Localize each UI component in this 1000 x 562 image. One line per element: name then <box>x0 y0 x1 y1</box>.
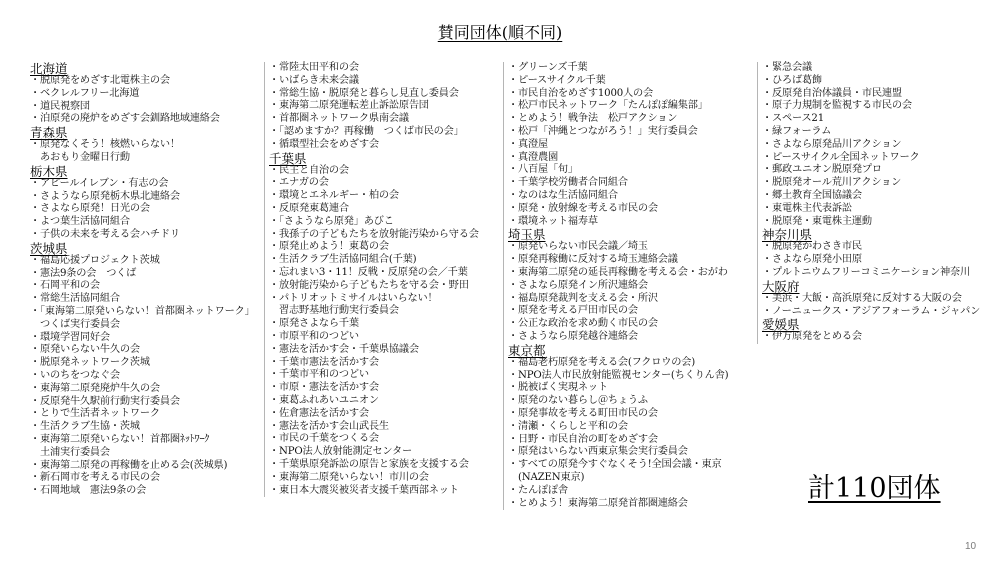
organization-continuation: 習志野基地行動実行委員会 <box>279 305 399 317</box>
organization-item: ・さよなら原発イン所沢連絡会 <box>508 279 648 291</box>
region-heading: 栃木県 <box>30 163 68 179</box>
organization-item: ・生活クラブ生活協同組合(千葉) <box>269 254 417 266</box>
organization-item: ・脱原発オール荒川アクション <box>762 177 902 189</box>
region-heading: 愛媛県 <box>762 317 800 333</box>
organization-item: ・道民視察団 <box>30 100 90 112</box>
organization-item: ・東海第二原発の再稼働を止める会(茨城県) <box>30 459 228 471</box>
organization-item: ・ピースサイクル千葉 <box>508 74 606 86</box>
organization-item: ・とりで生活者ネットワーク <box>30 408 160 420</box>
organization-item: ・脱原発・東電株主運動 <box>762 215 872 227</box>
organization-item: ・ベクレルフリー北海道 <box>30 87 140 99</box>
organization-item: ・八百屋「旬」 <box>508 164 578 176</box>
organization-item: ・とめよう！東海第二原発首都圏連絡会 <box>508 497 688 509</box>
organization-item: ・常総生協・脱原発と暮らし見直し委員会 <box>269 87 459 99</box>
organization-item: ・佐倉憲法を活かす会 <box>269 407 369 419</box>
organization-item: ・千葉市憲法を活かす会 <box>269 356 379 368</box>
region-heading: 千葉県 <box>269 150 307 166</box>
organization-item: ・放射能汚染から子どもたちを守る会・野田 <box>269 279 469 291</box>
column-1 <box>26 62 255 498</box>
organization-item: ・原発事故を考える町田市民の会 <box>508 407 658 419</box>
organization-item: ・常総生活協同組合 <box>30 293 120 305</box>
organization-item: ・東海第二原発廃炉牛久の会 <box>30 382 160 394</box>
region-heading: 茨城県 <box>30 240 68 256</box>
organization-item: ・さよなら原発小田原 <box>762 254 862 266</box>
organization-item: ・よつ葉生活協同組合 <box>30 216 130 228</box>
organization-item: ・石岡地域 憲法9条の会 <box>30 485 147 497</box>
organization-item: ・環境とエネルギー・柏の会 <box>269 190 399 202</box>
region-heading: 神奈川県 <box>762 227 813 243</box>
region-heading: 大阪府 <box>762 278 800 294</box>
organization-item: ・常陸太田平和の会 <box>269 62 359 73</box>
organization-item: ・東海第二原発運転差止訴訟原告団 <box>269 100 429 112</box>
organization-item: ・千葉市平和のつどい <box>269 369 369 381</box>
organization-item: ・反原発自治体議員・市民連盟 <box>762 87 902 99</box>
organization-item: ・反原発牛久駅前行動実行委員会 <box>30 395 180 407</box>
organization-item: ・千葉県原発訴訟の原告と家族を支援する会 <box>269 458 469 470</box>
organization-item: ・東電株主代表訴訟 <box>762 202 852 214</box>
organization-item: ・原子力規制を監視する市民の会 <box>762 100 912 112</box>
organization-item: ・公正な政治を求め動く市民の会 <box>508 318 658 330</box>
organization-item: ・環境ネット福寿草 <box>508 215 598 227</box>
organization-item: ・民主と自治の会 <box>269 164 349 176</box>
organization-item: ・市民の千葉をつくる会 <box>269 433 379 445</box>
organization-item: ・すべての原発今すぐなくそう!全国会議・東京 <box>508 459 722 471</box>
organization-item: ・「認めますか？再稼働 つくば市民の会」 <box>269 125 464 137</box>
organization-item: ・環境学習同好会 <box>30 331 110 343</box>
organization-item: ・郵政ユニオン脱原発プロ <box>762 164 882 176</box>
region-heading: 青森県 <box>30 125 68 141</box>
organization-item: ・石岡平和の会 <box>30 280 100 292</box>
organization-item: ・福島老朽原発を考える会(フクロウの会) <box>508 356 696 368</box>
organization-item: ・脱原発かわさき市民 <box>762 241 862 253</box>
organization-item: ・福島応援プロジェクト茨城 <box>30 254 160 266</box>
page-title <box>0 20 1000 43</box>
column-3 <box>503 62 728 510</box>
organization-item: ・市民自治をめざす1000人の会 <box>508 87 653 99</box>
region-heading: 北海道 <box>30 61 68 76</box>
organization-item: ・原発なくそう！核燃いらない！ <box>30 139 180 151</box>
page-title-text: 賛同団体(順不同) <box>437 23 563 42</box>
region-heading: 東京都 <box>508 342 546 358</box>
organization-item: ・パトリオットミサイルはいらない！ <box>269 292 438 304</box>
organization-item: ・憲法9条の会 つくば <box>30 267 137 279</box>
organization-item: ・清瀬・くらしと平和の会 <box>508 420 628 432</box>
organization-item: ・いばらき未来会議 <box>269 74 359 86</box>
organization-item: ・脱原発をめざす北電株主の会 <box>30 75 170 86</box>
organization-item: ・生活クラブ生協・茨城 <box>30 421 140 433</box>
organization-item: ・東海第二原発いらない！市川の会 <box>269 471 429 483</box>
organization-item: ・プルトニウムフリーコミニケーション神奈川 <box>762 266 971 278</box>
organization-item: ・市原・憲法を活かす会 <box>269 382 379 394</box>
organization-item: ・脱原発ネットワーク茨城 <box>30 357 150 369</box>
organization-item: ・NPO法人市民放射能監視センター(ちくりん舎) <box>508 369 729 381</box>
organization-item: ・「さようなら原発」あびこ <box>269 215 394 227</box>
organization-item: ・原発再稼働に反対する埼玉連絡会議 <box>508 254 678 266</box>
organization-item: ・美浜・大飯・高浜原発に反対する大阪の会 <box>762 292 962 304</box>
organization-item: ・いのちをつなぐ会 <box>30 369 120 381</box>
organization-item: ・我孫子の子どもたちを放射能汚染から守る会 <box>269 228 479 240</box>
organization-item: ・郷土教育全国協議会 <box>762 189 862 201</box>
organization-item: ・東日本大震災被災者支援千葉西部ネット <box>269 484 459 496</box>
column-2 <box>264 62 479 497</box>
organization-item: ・東海第二原発いらない！首都圏ﾈｯﾄﾜｰｸ <box>30 433 210 445</box>
page-number: 10 <box>965 541 977 552</box>
organization-continuation: (NAZEN東京) <box>518 471 585 483</box>
organization-continuation: 土浦実行委員会 <box>40 446 110 458</box>
organization-item: ・なのはな生活協同組合 <box>508 189 618 201</box>
organization-item: ・憲法を活かす会山武長生 <box>269 420 389 432</box>
organization-item: ・緊急会議 <box>762 62 812 73</box>
organization-item: ・スペース21 <box>762 113 824 125</box>
organization-continuation: つくば実行委員会 <box>40 318 120 330</box>
organization-item: ・アピールイレブン・有志の会 <box>30 177 169 189</box>
organization-item: ・エナガの会 <box>269 177 329 189</box>
organization-item: ・グリーンズ千葉 <box>508 62 588 73</box>
organization-item: ・千葉学校労働者合同組合 <box>508 177 628 189</box>
organization-item: ・原発のない暮らし＠ちょうふ <box>508 395 648 407</box>
organization-item: ・首都圏ネットワーク県南会議 <box>269 113 409 125</box>
total-count: 計110団体 <box>808 473 941 504</box>
organization-item: ・反原発東葛連合 <box>269 202 349 214</box>
organization-item: ・「東海第二原発いらない！首都圏ネットワーク」 <box>30 305 255 317</box>
organization-item: ・憲法を活かす会・千葉県協議会 <box>269 343 419 355</box>
organization-item: ・原発さよなら千葉 <box>269 318 359 330</box>
organization-item: ・原発を考える戸田市民の会 <box>508 305 638 317</box>
organization-continuation: あおもり金曜日行動 <box>40 151 130 163</box>
organization-item: ・緑フォーラム <box>762 125 832 137</box>
organization-item: ・さよなら原発！日光の会 <box>30 203 150 215</box>
column-4 <box>757 62 980 344</box>
organization-item: ・原発・放射線を考える市民の会 <box>508 202 658 214</box>
organization-item: ・原発止めよう！東葛の会 <box>269 241 389 253</box>
organization-item: ・原発はいらない西東京集会実行委員会 <box>508 446 688 458</box>
organization-item: ・伊方原発をとめる会 <box>762 331 862 343</box>
organization-item: ・真澄屋 <box>508 138 548 150</box>
organization-item: ・原発いらない牛久の会 <box>30 344 140 356</box>
organization-item: ・さよなら原発品川アクション <box>762 138 902 150</box>
organization-item: ・新石岡市を考える市民の会 <box>30 472 160 484</box>
organization-item: ・さようなら原発越谷連絡会 <box>508 330 638 342</box>
organization-item: ・泊原発の廃炉をめざす会釧路地域連絡会 <box>30 113 220 125</box>
organization-item: ・NPO法人放射能測定センター <box>269 446 412 458</box>
organization-item: ・忘れまい3・11！反戦・反原発の会／千葉 <box>269 266 468 278</box>
organization-item: ・とめよう！戦争法 松戸アクション <box>508 113 678 125</box>
organization-item: ・市原平和のつどい <box>269 330 359 342</box>
organization-item: ・真澄農園 <box>508 151 558 163</box>
organization-item: ・子供の未来を考える会ハチドリ <box>30 228 180 240</box>
organization-item: ・循環型社会をめざす会 <box>269 138 379 150</box>
organization-item: ・福島原発裁判を支える会・所沢 <box>508 292 658 304</box>
organization-item: ・東葛ふれあいユニオン <box>269 394 379 406</box>
organization-item: ・原発いらない市民会議／埼玉 <box>508 241 648 253</box>
organization-item: ・ピースサイクル全国ネットワーク <box>762 151 920 163</box>
organization-item: ・東海第二原発の延長再稼働を考える会・おがわ <box>508 266 728 278</box>
organization-item: ・ひろば葛飾 <box>762 74 822 86</box>
organization-item: ・さようなら原発栃木県北連絡会 <box>30 190 180 202</box>
organization-item: ・松戸市民ネットワーク「たんぽぽ編集部」 <box>508 100 708 112</box>
organization-item: ・ノーニュークス・アジアフォーラム・ジャパン <box>762 305 981 317</box>
organization-item: ・たんぽぽ舎 <box>508 484 568 496</box>
organization-item: ・松戸「沖縄とつながろう！」実行委員会 <box>508 125 698 137</box>
region-heading: 埼玉県 <box>508 227 546 243</box>
organization-item: ・日野・市民自治の町をめざす会 <box>508 433 658 445</box>
organization-item: ・脱被ばく実現ネット <box>508 382 608 394</box>
